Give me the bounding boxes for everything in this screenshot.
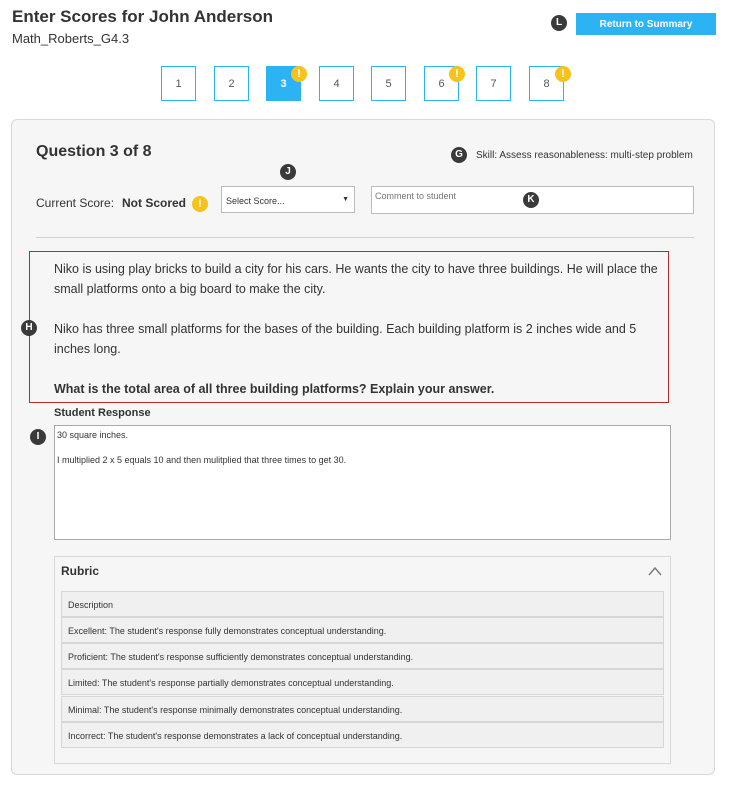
score-select[interactable]: [221, 186, 355, 213]
student-response-field[interactable]: [54, 425, 671, 540]
assessment-name: Math_Roberts_G4.3: [12, 31, 130, 46]
rubric-row: Proficient: The student's response sufficiently demonstrates conceptual understanding.: [61, 643, 664, 669]
marker-g: G: [451, 147, 467, 163]
question-prompt: What is the total area of all three building platforms? Explain your answer.: [54, 382, 495, 396]
rubric-header-row: Description: [61, 591, 664, 617]
marker-h: H: [21, 320, 37, 336]
question-nav-4[interactable]: 4: [319, 66, 354, 101]
marker-k: K: [523, 192, 539, 208]
question-navigation: [0, 66, 732, 104]
question-title: Question 3 of 8: [36, 143, 152, 160]
question-nav-5[interactable]: 5: [371, 66, 406, 101]
skill-value: Assess reasonableness: multi-step problem: [499, 150, 693, 161]
rubric-row: Incorrect: The student's response demonstrates a lack of conceptual understanding.: [61, 722, 664, 748]
skill-label: Skill:: [476, 150, 498, 161]
question-nav-7[interactable]: 7: [476, 66, 511, 101]
warning-icon: !: [449, 66, 465, 82]
question-paragraph: Niko has three small platforms for the bases of the building. Each building platform is 2 inches wide and 5 inches long.: [54, 322, 637, 356]
marker-j: J: [280, 164, 296, 180]
warning-icon: !: [555, 66, 571, 82]
question-nav-3[interactable]: 3: [266, 66, 301, 101]
return-to-summary-button[interactable]: Return to Summary: [576, 13, 716, 35]
chevron-down-icon: ▼: [342, 196, 349, 203]
rubric-row: Minimal: The student's response minimally demonstrates conceptual understanding.: [61, 696, 664, 722]
page-title: Enter Scores for John Anderson: [12, 7, 274, 26]
score-select-value: Select Score...: [226, 196, 285, 206]
chevron-up-icon[interactable]: [648, 565, 662, 577]
question-nav-8[interactable]: 8: [529, 66, 564, 101]
question-nav-2[interactable]: 2: [214, 66, 249, 101]
question-nav-1[interactable]: 1: [161, 66, 196, 101]
current-score-label: Current Score:: [36, 196, 115, 210]
marker-l: L: [551, 15, 567, 31]
skill-text: [476, 150, 693, 161]
marker-i: I: [30, 429, 46, 445]
rubric-row: Limited: The student's response partially demonstrates conceptual understanding.: [61, 669, 664, 695]
rubric-title: Rubric: [61, 564, 100, 578]
warning-icon: !: [291, 66, 307, 82]
divider: [36, 237, 694, 238]
question-paragraph: Niko is using play bricks to build a city for his cars. He wants the city to have three buildings. He will place the small platforms onto a big board to make the city.: [54, 262, 658, 296]
rubric-row: Excellent: The student's response fully demonstrates conceptual understanding.: [61, 617, 664, 643]
question-nav-6[interactable]: 6: [424, 66, 459, 101]
warning-icon: !: [192, 196, 208, 212]
current-score-value: Not Scored: [122, 196, 187, 210]
student-response-label: Student Response: [54, 407, 151, 419]
